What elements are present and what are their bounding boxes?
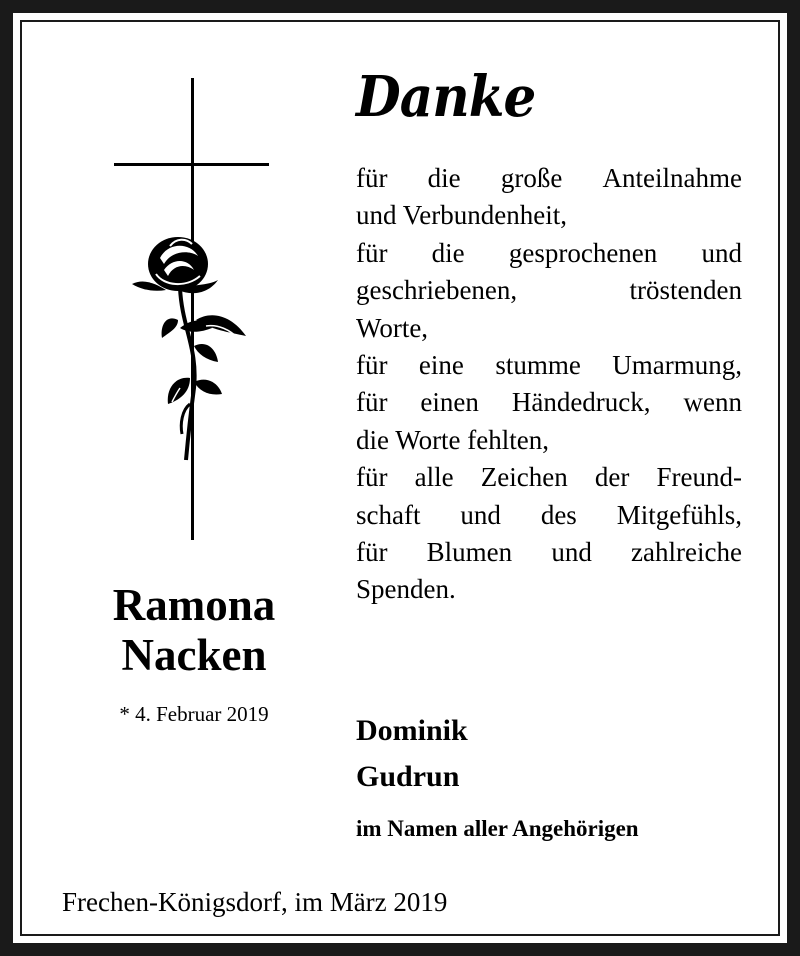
signers [356, 708, 468, 800]
word: der [594, 462, 630, 493]
word: für [356, 387, 388, 418]
text-line [356, 160, 742, 197]
word: Mitgefühls, [616, 499, 742, 530]
word: alle [414, 462, 454, 493]
word: einen [420, 387, 479, 418]
text-line: Worte, [356, 312, 429, 343]
word: und [460, 499, 501, 530]
word: Händedruck, [511, 387, 651, 418]
text-line [356, 272, 742, 309]
word: eine [418, 350, 464, 381]
word: große [500, 163, 563, 193]
word: schaft [356, 499, 421, 530]
word: Zeichen [480, 462, 568, 493]
place-date: Frechen-Königsdorf, im März 2019 [62, 887, 448, 917]
word: für [356, 350, 388, 381]
word: und [701, 237, 742, 268]
word: tröstenden [629, 275, 742, 306]
text-line [356, 384, 742, 421]
text-line [356, 347, 742, 384]
word: des [540, 499, 577, 530]
word: Freund- [656, 462, 742, 493]
text-line: Spenden. [356, 574, 456, 605]
word: stumme [495, 350, 581, 381]
word: für [356, 537, 388, 568]
family-note: im Namen aller Angehörigen [356, 816, 639, 841]
word: Anteilnahme [602, 163, 742, 193]
heading-danke: Danke [356, 64, 536, 130]
last-name: Nacken [121, 630, 267, 680]
word: zahlreiche [631, 537, 742, 568]
text-line [356, 534, 742, 571]
thanks-text [356, 160, 742, 609]
word: Umarmung, [612, 350, 742, 381]
rose-icon [120, 228, 260, 468]
signer-name: Gudrun [356, 760, 460, 793]
signer-name: Dominik [356, 714, 468, 747]
word: für [356, 462, 388, 493]
word: Blumen [426, 537, 513, 568]
word: die [427, 163, 461, 193]
word: wenn [683, 387, 742, 418]
text-line [356, 235, 742, 272]
first-name: Ramona [112, 580, 276, 630]
text-line [356, 459, 742, 496]
deceased-name [66, 580, 322, 680]
word: die [431, 237, 465, 268]
word: für [356, 163, 388, 193]
birth-date: * 4. Februar 2019 [119, 702, 269, 726]
word: gesprochenen [508, 237, 658, 268]
word: und [551, 537, 592, 568]
word: für [356, 237, 388, 268]
text-line [356, 497, 742, 534]
text-line: und Verbundenheit, [356, 200, 567, 231]
text-line: die Worte fehlten, [356, 424, 550, 455]
word: geschriebenen, [356, 275, 518, 306]
